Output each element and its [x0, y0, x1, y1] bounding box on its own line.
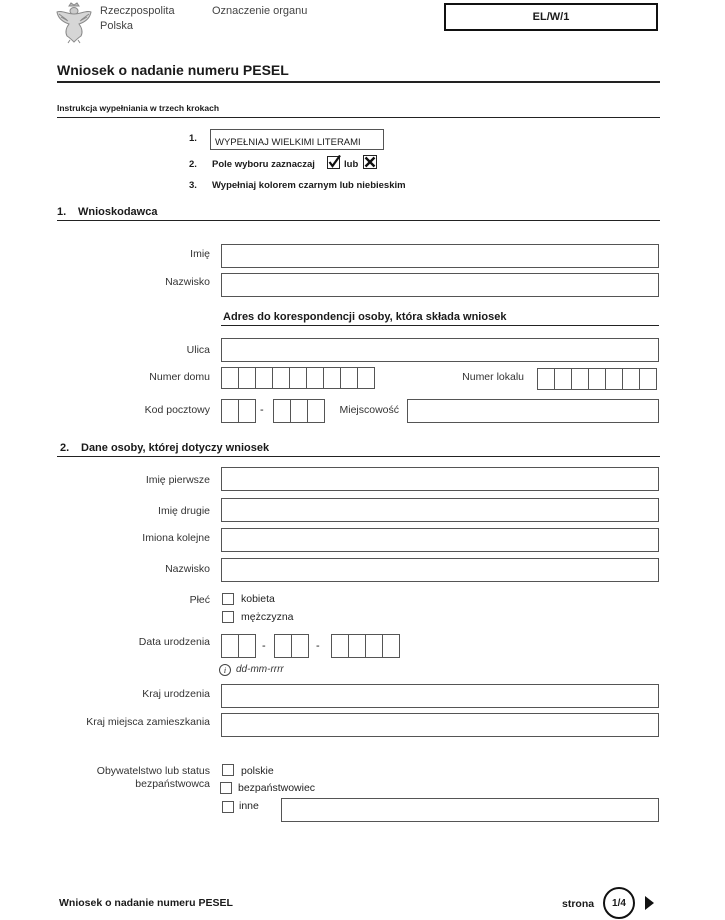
page-title: Wniosek o nadanie numeru PESEL: [57, 62, 289, 78]
postal-code-part2-cells[interactable]: [273, 399, 325, 423]
birth-country-label: Kraj urodzenia: [142, 688, 210, 700]
city-label: Miejscowość: [339, 404, 399, 416]
street-input[interactable]: [221, 338, 659, 362]
citizenship-polish-checkbox[interactable]: [222, 764, 234, 776]
sex-label: Płeć: [189, 594, 210, 606]
step-2-number: 2.: [189, 159, 197, 170]
sex-female-checkbox[interactable]: [222, 593, 234, 605]
page-number: 1/4: [612, 897, 626, 909]
birth-date-hint: dd-mm-rrrr: [236, 664, 284, 675]
applicant-last-name-input[interactable]: [221, 273, 659, 297]
house-number-cells[interactable]: [221, 367, 375, 389]
applicant-last-name-label: Nazwisko: [165, 276, 210, 288]
street-label: Ulica: [186, 344, 210, 356]
flat-number-cells[interactable]: [537, 368, 657, 390]
address-heading: Adres do korespondencji osoby, która składa wniosek: [223, 311, 507, 323]
house-number-label: Numer domu: [149, 371, 210, 383]
organ-designation-label: Oznaczenie organu: [212, 5, 308, 17]
citizenship-other-checkbox[interactable]: [222, 801, 234, 813]
form-code-box: [444, 3, 658, 31]
form-code: EL/W/1: [532, 11, 570, 23]
applicant-first-name-label: Imię: [190, 248, 210, 260]
section-1-number: 1.: [57, 206, 67, 218]
step-1-number: 1.: [189, 133, 197, 144]
citizenship-stateless-label: bezpaństwowiec: [238, 782, 316, 794]
step-1-text: WYPEŁNIAJ WIELKIMI LITERAMI: [215, 137, 361, 148]
citizenship-label-line2: bezpaństwowca: [135, 778, 210, 790]
residence-country-label: Kraj miejsca zamieszkania: [86, 716, 210, 728]
postal-code-separator: -: [260, 404, 264, 416]
first-name-label: Imię pierwsze: [145, 474, 210, 486]
last-name-input[interactable]: [221, 558, 659, 582]
birth-year-cells[interactable]: [331, 634, 400, 658]
country-name-line1: Rzeczpospolita: [100, 5, 175, 17]
birth-date-separator-2: -: [316, 640, 320, 652]
citizenship-stateless-checkbox[interactable]: [220, 782, 232, 794]
first-name-input[interactable]: [221, 467, 659, 491]
info-icon: [219, 664, 231, 676]
other-names-input[interactable]: [221, 528, 659, 552]
city-input[interactable]: [407, 399, 659, 423]
citizenship-polish-label: polskie: [241, 765, 274, 777]
sex-male-checkbox[interactable]: [222, 611, 234, 623]
cross-example-icon: [363, 155, 377, 169]
citizenship-other-input[interactable]: [281, 798, 659, 822]
footer-title: Wniosek o nadanie numeru PESEL: [59, 897, 233, 909]
other-names-label: Imiona kolejne: [142, 532, 210, 544]
page-label: strona: [562, 898, 595, 910]
triangle-right-icon[interactable]: [645, 896, 654, 910]
birth-date-label: Data urodzenia: [138, 636, 210, 648]
polish-eagle-emblem: [55, 2, 93, 44]
postal-code-label: Kod pocztowy: [144, 404, 210, 416]
residence-country-input[interactable]: [221, 713, 659, 737]
checkmark-example-icon: [327, 155, 341, 169]
last-name-label: Nazwisko: [165, 563, 210, 575]
info-icon-glyph: i: [223, 665, 227, 675]
postal-code-part1-cells[interactable]: [221, 399, 256, 423]
citizenship-label-line1: Obywatelstwo lub status: [96, 765, 210, 777]
section-2-number: 2.: [60, 442, 70, 454]
birth-country-input[interactable]: [221, 684, 659, 708]
section-1-title: Wnioskodawca: [78, 206, 158, 218]
birth-day-cells[interactable]: [221, 634, 256, 658]
instructions-heading: Instrukcja wypełniania w trzech krokach: [57, 103, 220, 113]
step-2-or: lub: [344, 159, 359, 170]
sex-female-label: kobieta: [241, 593, 275, 605]
birth-date-separator-1: -: [262, 640, 266, 652]
step-2-text: Pole wyboru zaznaczaj: [212, 159, 315, 170]
second-name-input[interactable]: [221, 498, 659, 522]
country-name-line2: Polska: [100, 20, 134, 32]
page-number-badge: [603, 887, 635, 919]
citizenship-other-label: inne: [239, 800, 259, 812]
section-2-title: Dane osoby, której dotyczy wniosek: [81, 442, 270, 454]
second-name-label: Imię drugie: [158, 505, 210, 517]
applicant-first-name-input[interactable]: [221, 244, 659, 268]
sex-male-label: mężczyzna: [241, 611, 294, 623]
step-1-example-box: [210, 129, 384, 150]
step-3-number: 3.: [189, 180, 197, 191]
flat-number-label: Numer lokalu: [462, 371, 524, 383]
birth-month-cells[interactable]: [274, 634, 309, 658]
step-3-text: Wypełniaj kolorem czarnym lub niebieskim: [212, 180, 406, 191]
